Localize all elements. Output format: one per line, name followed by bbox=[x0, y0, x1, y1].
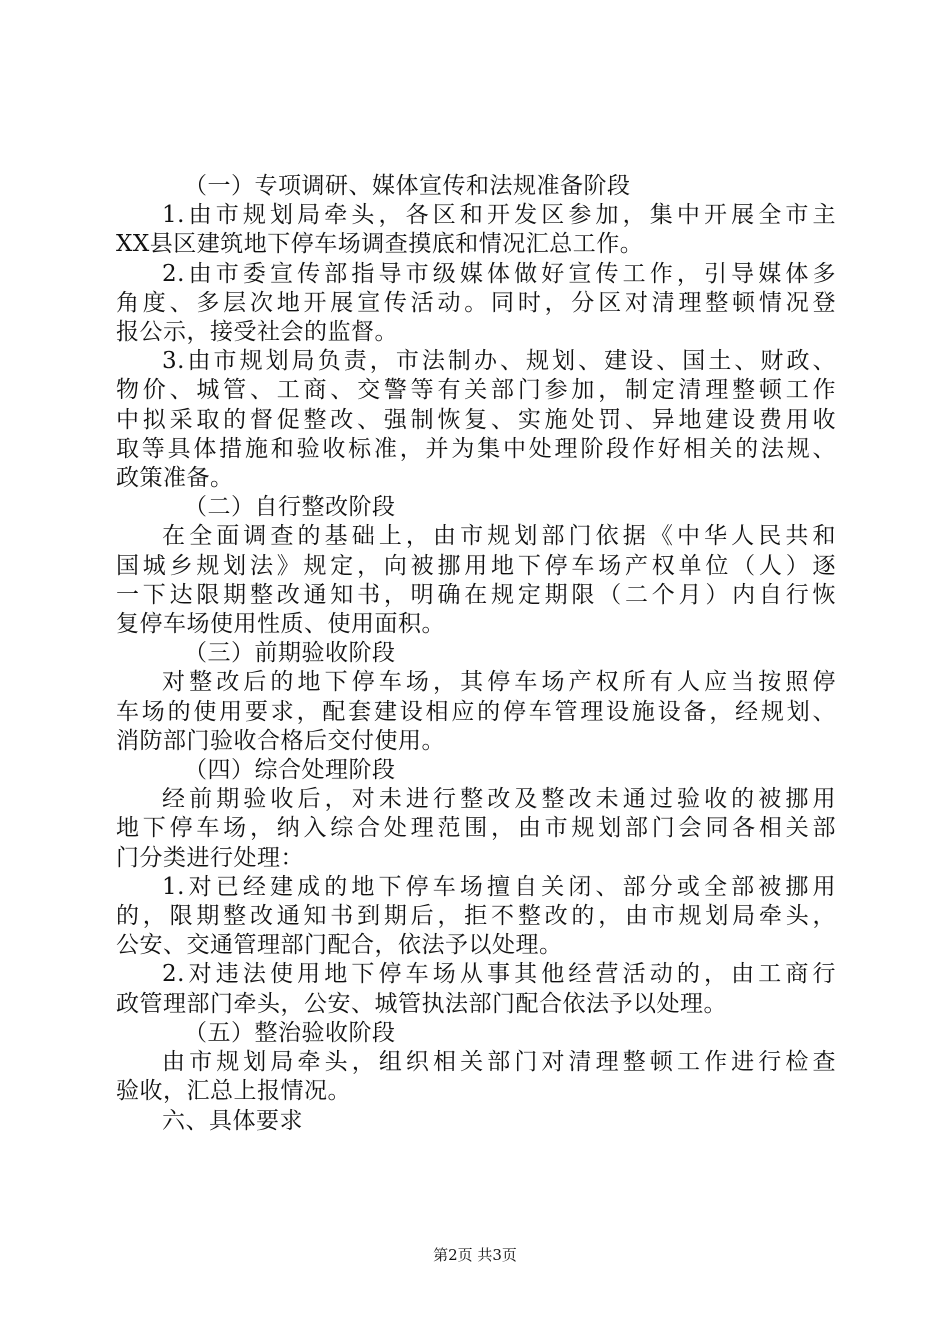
paragraph-line: 验收，汇总上报情况。 bbox=[116, 1078, 351, 1105]
section-heading: （二）自行整改阶段 bbox=[184, 494, 396, 521]
paragraph-line: 取等具体措施和验收标准，并为集中处理阶段作好相关的法规、 bbox=[116, 435, 836, 462]
paragraph-line: 国城乡规划法》规定，向被挪用地下停车场产权单位（人）逐 bbox=[116, 552, 836, 579]
paragraph-line: 3.由市规划局负责，市法制办、规划、建设、国土、财政、 bbox=[162, 348, 836, 375]
paragraph-line: 物价、城管、工商、交警等有关部门参加，制定清理整顿工作 bbox=[116, 377, 836, 404]
paragraph-line: 报公示，接受社会的监督。 bbox=[116, 319, 398, 346]
paragraph-line: 在全面调查的基础上，由市规划部门依据《中华人民共和 bbox=[162, 523, 836, 550]
paragraph-line: 六、具体要求 bbox=[162, 1107, 303, 1134]
paragraph-line: 政策准备。 bbox=[116, 465, 234, 492]
section-heading: （四）综合处理阶段 bbox=[184, 757, 396, 784]
page-footer: 第2页 共3页 bbox=[433, 1246, 517, 1264]
paragraph-line: 1.由市规划局牵头，各区和开发区参加，集中开展全市主 bbox=[162, 202, 836, 229]
paragraph-line: 1.对已经建成的地下停车场擅自关闭、部分或全部被挪用 bbox=[162, 873, 836, 900]
paragraph-line: 公安、交通管理部门配合，依法予以处理。 bbox=[116, 932, 563, 959]
paragraph-line: 经前期验收后，对未进行整改及整改未通过验收的被挪用 bbox=[162, 786, 836, 813]
section-heading: （五）整治验收阶段 bbox=[184, 1019, 396, 1046]
paragraph-line: 中拟采取的督促整改、强制恢复、实施处罚、异地建设费用收 bbox=[116, 406, 836, 433]
paragraph-line: 地下停车场，纳入综合处理范围，由市规划部门会同各相关部 bbox=[116, 815, 836, 842]
paragraph-line: 对整改后的地下停车场，其停车场产权所有人应当按照停 bbox=[162, 669, 836, 696]
paragraph-line: 角度、多层次地开展宣传活动。同时，分区对清理整顿情况登 bbox=[116, 289, 836, 316]
paragraph-line: 一下达限期整改通知书，明确在规定期限（二个月）内自行恢 bbox=[116, 581, 836, 608]
paragraph-line: 消防部门验收合格后交付使用。 bbox=[116, 727, 445, 754]
paragraph-line: 的，限期整改通知书到期后，拒不整改的，由市规划局牵头， bbox=[116, 903, 836, 930]
paragraph-line: 门分类进行处理： bbox=[116, 844, 304, 871]
paragraph-line: 复停车场使用性质、使用面积。 bbox=[116, 611, 445, 638]
document-body bbox=[116, 172, 836, 1136]
paragraph-line: 由市规划局牵头，组织相关部门对清理整顿工作进行检查 bbox=[162, 1049, 836, 1076]
paragraph-line: 政管理部门牵头，公安、城管执法部门配合依法予以处理。 bbox=[116, 990, 727, 1017]
paragraph-line: 车场的使用要求，配套建设相应的停车管理设施设备，经规划、 bbox=[116, 698, 836, 725]
section-heading: （三）前期验收阶段 bbox=[184, 640, 396, 667]
paragraph-line: 2.对违法使用地下停车场从事其他经营活动的，由工商行 bbox=[162, 961, 836, 988]
section-heading: （一）专项调研、媒体宣传和法规准备阶段 bbox=[184, 173, 631, 199]
paragraph-line: XX县区建筑地下停车场调查摸底和情况汇总工作。 bbox=[116, 231, 644, 258]
paragraph-line: 2.由市委宣传部指导市级媒体做好宣传工作，引导媒体多 bbox=[162, 260, 836, 287]
